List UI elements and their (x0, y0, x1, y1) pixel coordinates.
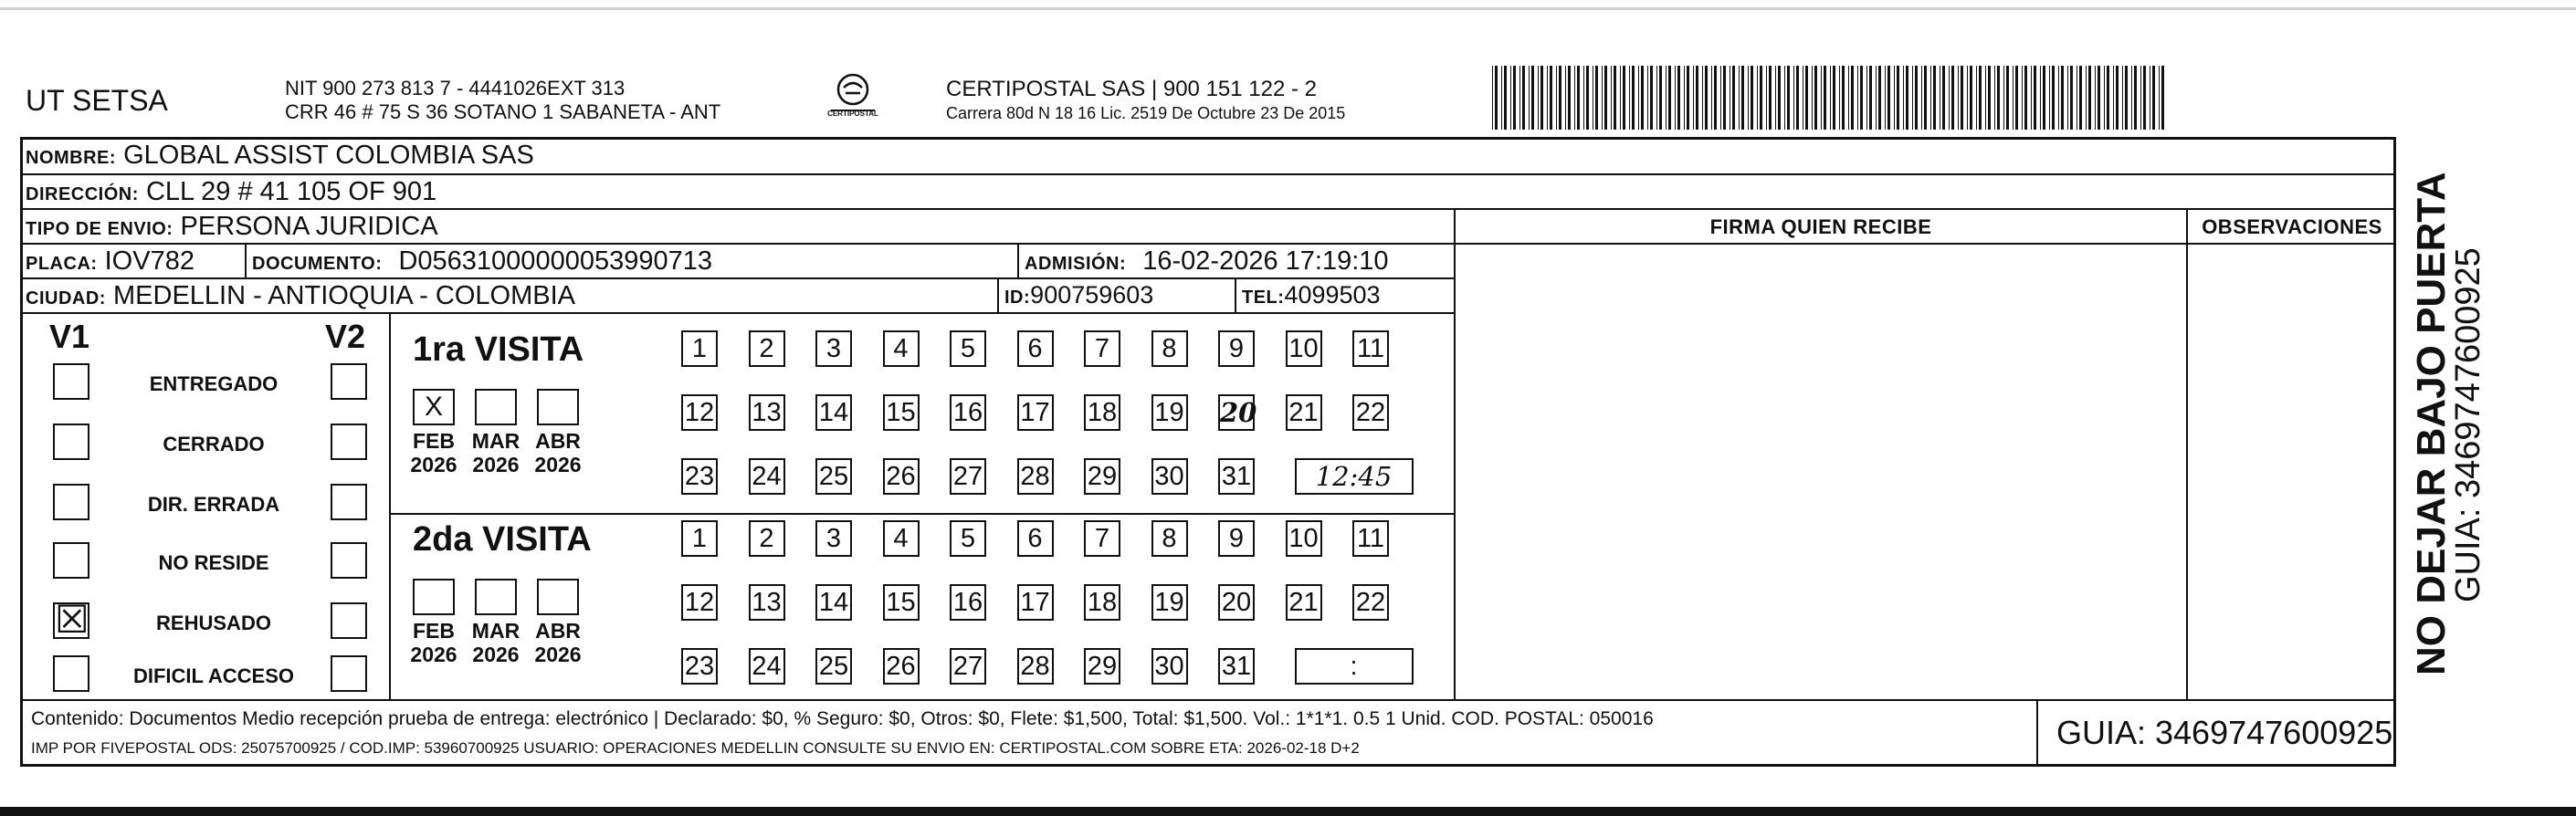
divider (389, 513, 1454, 515)
address-line: CRR 46 # 75 S 36 SOTANO 1 SABANETA - ANT (285, 100, 721, 123)
tipo-value: PERSONA JURIDICA (180, 212, 438, 241)
direccion-label: DIRECCIÓN: (26, 184, 139, 204)
day-box[interactable]: 29 (1084, 458, 1120, 495)
divider (389, 314, 391, 699)
day-box[interactable]: 31 (1218, 458, 1255, 495)
status-v1-checkbox[interactable] (53, 655, 89, 692)
month-year: 2026 (410, 453, 457, 476)
month-name: ABR (535, 429, 581, 453)
placa-label: PLACA: (26, 254, 98, 274)
day-box[interactable]: 21 (1286, 394, 1322, 431)
day-box[interactable]: 14 (815, 584, 852, 621)
side-guia-text: GUIA: 3469747600925 (2449, 247, 2487, 602)
day-box[interactable]: 22 (1352, 394, 1389, 431)
day-box[interactable]: 4 (883, 520, 920, 557)
day-box[interactable]: 19 (1151, 394, 1188, 431)
day-box[interactable]: 11 (1352, 520, 1389, 557)
tipo-field (26, 212, 438, 242)
time-box[interactable]: : (1295, 648, 1414, 685)
divider (20, 277, 1454, 279)
month-checkbox-feb[interactable]: X (413, 389, 455, 425)
day-box[interactable]: 10 (1286, 330, 1322, 367)
status-v2-checkbox[interactable] (331, 424, 367, 460)
month-year: 2026 (472, 643, 520, 666)
day-box[interactable]: 14 (815, 394, 852, 431)
status-v2-checkbox[interactable] (331, 484, 367, 520)
status-v2-checkbox[interactable] (331, 542, 367, 579)
nombre-label: NOMBRE: (26, 148, 117, 168)
second-visit-heading: 2da VISITA (413, 520, 592, 559)
nit-line: NIT 900 273 813 7 - 4441026EXT 313 (285, 77, 626, 99)
admision-value: 16-02-2026 17:19:10 (1142, 246, 1389, 276)
time-box[interactable]: 12:45 (1295, 458, 1414, 495)
month-name: MAR (471, 429, 520, 453)
day-box[interactable]: 12 (681, 394, 718, 431)
day-box[interactable]: 20 (1218, 584, 1255, 621)
day-box[interactable]: 13 (749, 394, 785, 431)
placa-value: IOV782 (104, 246, 195, 276)
certipostal-line: CERTIPOSTAL SAS | 900 151 122 - 2 (946, 77, 1317, 101)
divider (997, 277, 999, 312)
day-box[interactable]: 27 (950, 648, 986, 685)
barcode (1492, 66, 2170, 130)
v1-heading: V1 (49, 318, 90, 355)
month-year: 2026 (534, 453, 582, 476)
tel-field (1242, 281, 1381, 309)
day-box[interactable]: 7 (1084, 330, 1120, 367)
day-box[interactable]: 25 (815, 458, 852, 495)
month-year: 2026 (410, 643, 457, 666)
status-label: NO RESIDE (158, 551, 269, 574)
day-box[interactable]: 13 (749, 584, 785, 621)
day-box[interactable]: 16 (950, 394, 986, 431)
divider (1454, 243, 2396, 245)
id-value: 900759603 (1030, 281, 1154, 309)
day-box[interactable]: 9 (1218, 520, 1255, 557)
month-name: FEB (413, 429, 455, 453)
divider (20, 173, 2396, 175)
day-box[interactable]: 15 (883, 394, 920, 431)
day-box[interactable]: 8 (1151, 520, 1188, 557)
day-box[interactable]: 8 (1151, 330, 1188, 367)
day-box[interactable]: 23 (681, 458, 718, 495)
observaciones-header: OBSERVACIONES (2202, 215, 2382, 238)
day-box[interactable]: 24 (749, 458, 785, 495)
status-label: REHUSADO (156, 612, 271, 634)
admision-label: ADMISIÓN: (1025, 254, 1127, 274)
day-box[interactable]: 19 (1151, 584, 1188, 621)
guia-number: GUIA: 3469747600925 (2056, 714, 2393, 751)
day-box[interactable]: 26 (883, 648, 920, 685)
logo-text: CERTIPOSTAL (827, 110, 878, 118)
tel-value: 4099503 (1284, 281, 1381, 309)
day-box[interactable]: 1 (681, 330, 718, 367)
day-box[interactable]: 3 (815, 520, 852, 557)
month-checkbox-abr[interactable] (537, 579, 579, 615)
documento-value: D05631000000053990713 (398, 246, 712, 276)
day-box[interactable]: 6 (1017, 520, 1054, 557)
day-box[interactable]: 30 (1151, 458, 1188, 495)
month-year: 2026 (534, 643, 582, 666)
day-box[interactable]: 17 (1017, 584, 1054, 621)
status-label: ENTREGADO (149, 372, 279, 395)
direccion-value: CLL 29 # 41 105 OF 901 (145, 177, 437, 206)
day-box[interactable]: 22 (1352, 584, 1389, 621)
ciudad-field (26, 281, 575, 311)
license-line: Carrera 80d N 18 16 Lic. 2519 De Octubre 23 De 2015 (946, 104, 1346, 122)
day-box[interactable]: 20 (1218, 394, 1255, 431)
firma-header: FIRMA QUIEN RECIBE (1709, 215, 1932, 238)
day-box[interactable]: 10 (1286, 520, 1322, 557)
v2-heading: V2 (325, 318, 366, 355)
month-name: FEB (413, 619, 455, 643)
status-v2-checkbox[interactable] (331, 363, 367, 400)
documento-field (252, 246, 712, 277)
month-checkbox-mar[interactable] (475, 579, 517, 615)
day-box[interactable]: 16 (950, 584, 986, 621)
day-box[interactable]: 12 (681, 584, 718, 621)
day-box[interactable]: 21 (1286, 584, 1322, 621)
status-v2-checkbox[interactable] (331, 602, 367, 639)
id-field (1004, 281, 1153, 309)
tipo-label: TIPO DE ENVIO: (26, 219, 173, 239)
ciudad-value: MEDELLIN - ANTIOQUIA - COLOMBIA (113, 281, 575, 310)
day-box[interactable]: 3 (815, 330, 852, 367)
status-label: DIFICIL ACCESO (132, 664, 294, 687)
admision-field (1025, 246, 1389, 277)
day-box[interactable]: 25 (815, 648, 852, 685)
status-v1-checkbox[interactable] (53, 484, 89, 520)
month-name: MAR (471, 619, 520, 643)
day-box[interactable]: 28 (1017, 458, 1054, 495)
day-box[interactable]: 2 (749, 520, 785, 557)
day-box[interactable]: 11 (1352, 330, 1389, 367)
day-box[interactable]: 18 (1084, 394, 1120, 431)
direccion-field (26, 177, 436, 207)
month-year: 2026 (472, 453, 520, 476)
status-label: DIR. ERRADA (147, 493, 280, 516)
id-label: ID: (1004, 288, 1031, 308)
status-label: CERRADO (163, 433, 265, 455)
day-box[interactable]: 5 (950, 330, 986, 367)
scan-edge-top (0, 7, 2576, 10)
status-v1-checkbox[interactable] (53, 542, 89, 579)
day-box[interactable]: 6 (1017, 330, 1054, 367)
no-dejar-text: NO DEJAR BAJO PUERTA (2409, 172, 2454, 675)
month-checkbox-abr[interactable] (537, 389, 579, 425)
imp-line: IMP POR FIVEPOSTAL ODS: 25075700925 / COD.IMP: 53960700925 USUARIO: OPERACIONES MEDELLIN CONSULTE SU ENVIO EN: CERTIPOSTAL.COM SOBRE ETA: 2026-02-18 D+2 (31, 739, 1360, 757)
firma-column-left (1454, 208, 1456, 699)
first-visit-heading: 1ra VISITA (413, 330, 584, 369)
certipostal-logo (825, 69, 880, 124)
day-box[interactable]: 2 (749, 330, 785, 367)
day-box[interactable]: 5 (950, 520, 986, 557)
day-box[interactable]: 15 (883, 584, 920, 621)
day-box[interactable]: 23 (681, 648, 718, 685)
day-box[interactable]: 29 (1084, 648, 1120, 685)
day-box[interactable]: 28 (1017, 648, 1054, 685)
day-box[interactable]: 4 (883, 330, 920, 367)
nombre-value: GLOBAL ASSIST COLOMBIA SAS (123, 141, 534, 170)
day-box[interactable]: 24 (749, 648, 785, 685)
day-box[interactable]: 7 (1084, 520, 1120, 557)
day-box[interactable]: 17 (1017, 394, 1054, 431)
month-checkbox-mar[interactable] (475, 389, 517, 425)
placa-field (26, 246, 195, 277)
month-name: ABR (535, 619, 581, 643)
divider (1017, 243, 1019, 277)
day-box[interactable]: 1 (681, 520, 718, 557)
documento-label: DOCUMENTO: (252, 254, 383, 274)
divider (20, 312, 1454, 314)
company-name: UT SETSA (26, 84, 168, 117)
day-box[interactable]: 31 (1218, 648, 1255, 685)
day-box[interactable]: 30 (1151, 648, 1188, 685)
divider (20, 208, 2396, 210)
divider (20, 243, 1454, 245)
status-v2-checkbox[interactable] (331, 655, 367, 692)
divider (1235, 277, 1236, 312)
day-box[interactable]: 27 (950, 458, 986, 495)
ciudad-label: CIUDAD: (26, 288, 106, 309)
contenido-line: Contenido: Documentos Medio recepción prueba de entrega: electrónico | Declarado: $0, % Seguro: $0, Otros: $0, Flete: $1,500, Total: $1,500. Vol.: 1*1*1. 0.5 1 Unid. COD. POSTAL: 050016 (31, 708, 1654, 729)
day-box[interactable]: 9 (1218, 330, 1255, 367)
status-v1-checkbox[interactable] (53, 363, 89, 400)
scan-edge-bottom (0, 807, 2576, 816)
status-v1-checkbox[interactable]: ☒ (55, 598, 89, 641)
tel-label: TEL: (1242, 288, 1285, 308)
obs-column-left (2186, 208, 2188, 699)
day-box[interactable]: 26 (883, 458, 920, 495)
month-checkbox-feb[interactable] (413, 579, 455, 615)
nombre-field (26, 141, 534, 171)
divider (245, 243, 247, 277)
status-v1-checkbox[interactable] (53, 424, 89, 460)
day-box[interactable]: 18 (1084, 584, 1120, 621)
